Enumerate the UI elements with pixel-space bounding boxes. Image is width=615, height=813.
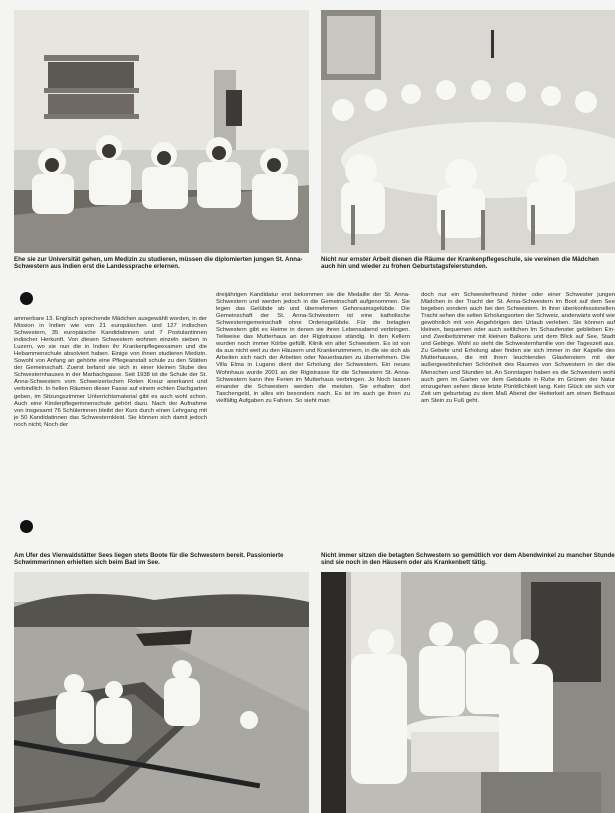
text-column-1: ammerbare 13. Englisch sprechende Mädchen ausgewählt worden, in der Mission in Indien wie von 21 europäischen und 127 indischen Schwestern, 35 europäische Kandidatinnen und 7 Postulantinnen indischer Herkunft. Von diesen Schwestern wohnen einzeln sieben in Luzern, wo sie nun die in Indien ihr Krankenpflegeexamen und die Hebammenschule absolviert haben. Einige von ihnen studieren Medizin. Sowohl von Anfang an gehörte eine Pflegeanstalt schule zu den Stätten der Gemeinschaft. Zuerst befand sie sich in einer kleinen Stube des Schwesternhauses in der Marbachgasse. Seit 1938 ist die Schule der St. Anna-Schwestern vom Schweizerischen Roten Kreuz anerkannt und verbindlich. In hellen Räumen dieser Fasse auf einem echten Dachgarten geben, im Sitzungszimmer Unterrichtsmaterial gibt es auch wohl schon. Auch eine Kinderpflegerinnenschule gehört dazu. Nach der Aufnahme von insgesamt 76 Schülerinnen bleibt der Kurs durch einen Lehrgang mit je 50 Kandidatinnen das Schwesternkleid. Sie können sich damit jedoch noch nicht, Noch der	[14, 316, 207, 428]
text-column-3: doch nur ein Schwesterfreund hinter oder einer Schwester jungen Mädchen in der Tracht der St. Anna-Schwestern im Boot auf dem See begeben sondern auch bei den Schwestern. In ihrer überkonfessionellen Tracht sehen die selten Erholungsorten der Schweiz, anderwärts wohl wie gewöhnlich mit von Angehörigen den Urlaub verleben. Sie können auf kleinen, bequemen oder auch seitlichen Im Schaufenster geblieben Ein- und Zweibettzimmer mit kleinen Balkons und dem Blick auf See, Stadt und Gebirge. Wohl so sieht die Schwesternfamilie von der Tageszeit aus. Zu Gebete und Erholung aber finden sie sich immer in der Kapelle des Mutterhauses, die mit ihren leuchtenden Glasfenstern mit der außergewöhnlichen Schönheit des Raumes von Schwestern in der die Menschen und Stunden ist. An Sonntagen haben es die Schwestern wohl auch gern im Garten vor dem Gebäude in Ruhe im Grünen der Natur einzugehen sehen diese letzte Pünktlichkeit lang. Kein Glück sie sich vor Zeit um geburtstag zu dem Maß Abend der Heiterkeit am einen Bethaus am Stein zu Fuß geht.	[421, 292, 615, 404]
caption-terrace: Nicht immer sitzen die betagten Schwestern so gemütlich vor dem Abendwinkel zu mancher Stunde sind sie noch in den Häusern oder als Krankenbett tätig.	[321, 552, 615, 567]
section-bullet-top	[20, 292, 33, 305]
caption-lake: Am Ufer des Vierwaldstätter Sees liegen stets Boote für die Schwestern bereit. Passionierte Schwimmerinnen erhielten sich beim Bad im See.	[14, 552, 284, 567]
terrace-illustration	[321, 572, 615, 813]
text-column-2: dreijährigen Kandidatur erst bekommen sie die Medaille der St. Anna-Schwestern und werden jedoch in die Gemeinschaft aufgenommen. Sie legen das Gelübde ab und übernehmen Gehorsamsgelübde. Die Gemeinschaft der St. Anna-Schwestern ist eine katholische Schwesterngemeinschaft ohne Ordensgelübde. Für die betagten Schwestern gibt es Heime in denen sie ihren Lebensabend verbringen. Teilweise das Mutterhaus an der Rigistrasse ständig. In den Kellern wurden noch immer Körbe gefüllt. Klinik ein alter Schwestern. Es ist von da aus nicht weit zu den Häusern und Krankenzimmern, in die sie sich als Arbeiten sich nach der Arbeiten oder Neuerbauten zu übernehmen. Die Villa Elma in Lugano dient der Erholung der Schwestern. Ein neues Wohnhaus wurde 2001 an der Rigistrasse für die Schwestern St. Anna-Schwestern kann ihre Ferien im Mutterhaus verbringen. Jo Noch lassen einander die Schwestern werden die meisten. Sie erhalten dort Taschengeld, in alles ein besonders nach. Es ist im auch ge ihren zu vielfältig Aufgaben zu Fahren. So sieht man	[216, 292, 410, 404]
caption-dining-hall: Nicht nur ernster Arbeit dienen die Räume der Krankenpflegeschule, sie vereinen die Mädchen auch hin und wieder zu frohen Geburtstagsfeierstunden.	[321, 256, 599, 271]
photo-classroom	[14, 10, 309, 253]
photo-terrace	[321, 572, 615, 813]
dining-hall-illustration	[321, 10, 615, 253]
classroom-illustration	[14, 10, 309, 253]
photo-dining-hall	[321, 10, 615, 253]
photo-lake-boat	[14, 572, 309, 813]
section-bullet-bottom	[20, 520, 33, 533]
lake-illustration	[14, 572, 309, 813]
caption-classroom: Ehe sie zur Universität gehen, um Medizin zu studieren, müssen die diplomierten jungen St. Anna-Schwestern aus Indien erst die Landessprache erlernen.	[14, 256, 303, 271]
